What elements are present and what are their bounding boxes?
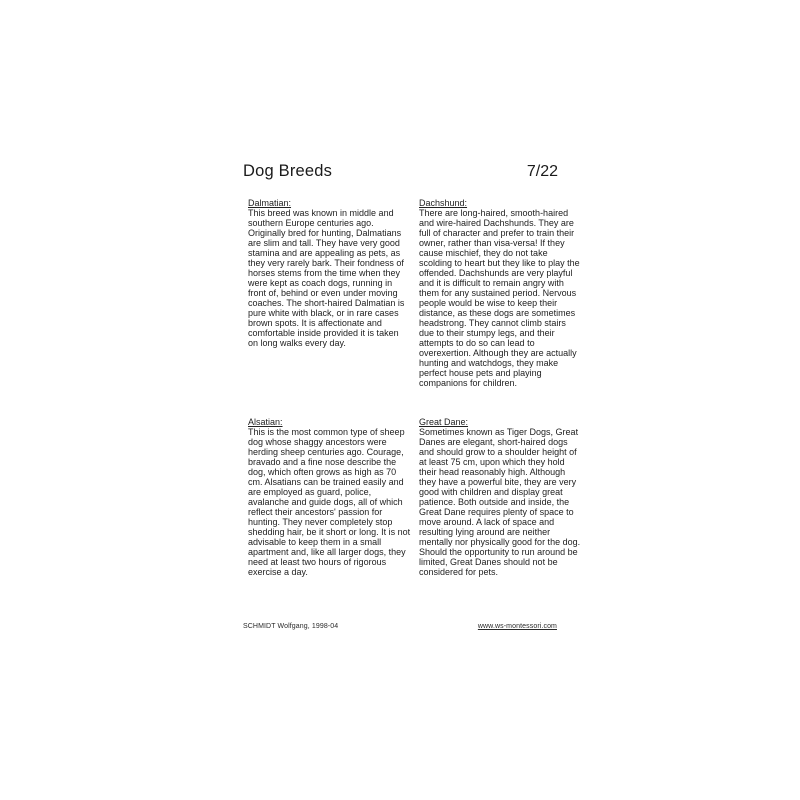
section-body-dalmatian: This breed was known in middle and southern Europe centuries ago. Originally bred for hunting, Dalmatians are slim and tall. They have very good stamina and are appealing as pets, as they very rarely bark. Their fondness of horses stems from the time when they were kept as coach dogs, running in front of, behind or even under moving coaches. The short-haired Dalmatian is pure white with black, or in rare cases brown spots. It is affectionate and comfortable inside provided it is taken on long walks every day.: [248, 208, 405, 348]
section-dalmatian: [248, 198, 411, 417]
section-dachshund: [419, 198, 582, 417]
section-great-dane: [419, 417, 582, 577]
content-columns: [248, 198, 582, 577]
document-footer: [243, 623, 557, 630]
author-credit: SCHMIDT Wolfgang, 1998-04: [243, 623, 339, 630]
section-alsatian: [248, 417, 411, 577]
page-title: Dog Breeds: [243, 162, 333, 180]
section-body-great-dane: Sometimes known as Tiger Dogs, Great Danes are elegant, short-haired dogs and should grow to a shoulder height of at least 75 cm, upon which they hold their head reasonably high. Although they have a powerful bite, they are very good with children and display great patience. Both outside and inside, the Great Dane requires plenty of space to move around. A lack of space and resulting lying around are neither mentally nor physically good for the dog. Should the opportunity to run around be limited, Great Danes should not be considered for pets.: [419, 427, 581, 577]
section-heading-dalmatian: Dalmatian:: [248, 198, 292, 208]
section-heading-alsatian: Alsatian:: [248, 417, 283, 427]
page-number: 7/22: [526, 163, 558, 180]
section-heading-great-dane: Great Dane:: [419, 417, 469, 427]
section-body-dachshund: There are long-haired, smooth-haired and wire-haired Dachshunds. They are full of character and prefer to train their owner, rather than visa-versa! If they cause mischief, they do not take scolding to heart but they like to play the offended. Dachshunds are very playful and it is difficult to remain angry with them for any sustained period. Nervous people would be wise to keep their distance, as these dogs are sometimes headstrong. They cannot climb stairs due to their stumpy legs, and their attempts to do so can lead to overexertion. Although they are actually hunting and watchdogs, they make perfect house pets and playing companions for children.: [419, 208, 580, 388]
document-header: [243, 162, 558, 181]
website-link[interactable]: www.ws-montessori.com: [477, 623, 557, 630]
section-heading-dachshund: Dachshund:: [419, 198, 468, 208]
section-body-alsatian: This is the most common type of sheep dog whose shaggy ancestors were herding sheep centuries ago. Courage, bravado and a fine nose describe the dog, which often grows as high as 70 cm. Alsatians can be trained easily and are employed as guard, police, avalanche and guide dogs, all of which reflect their ancestors' passion for hunting. They never completely stop shedding hair, be it short or long. It is not advisable to keep them in a small apartment and, like all larger dogs, they need at least two hours of rigorous exercise a day.: [248, 427, 411, 577]
